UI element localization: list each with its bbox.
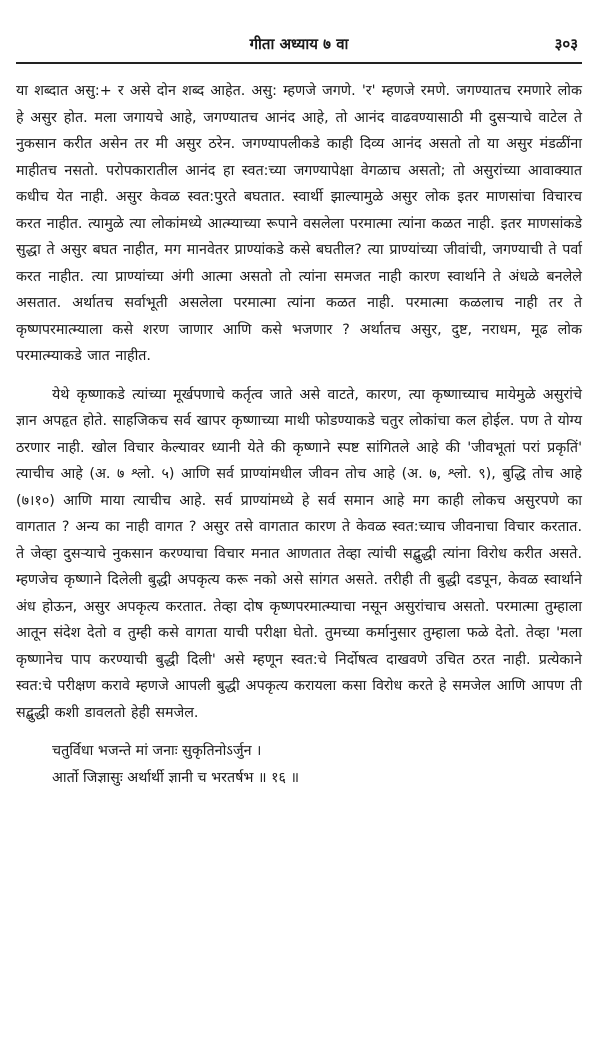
paragraph-asur-meaning: या शब्दात असु:+ र असे दोन शब्द आहेत. असु: म्हणजे जगणे. 'र' म्हणजे रमणे. जगण्यातच रमणारे लोक हे असुर होत. मला जगायचे आहे, जगण्यातच आनंद आहे, तो आनंद वाढवण्यासाठी मी दुसऱ्याचे वाटेल ते नुकसान करीत असेन तर मी असुर ठरेन. जगण्यापलीकडे काही दिव्य आनंद असतो तो या असुर मंडळींना माहीतच नसतो. परोपकारातील आनंद हा स्वत:च्या जगण्यापेक्षा वेगळाच असतो; तो असुरांच्या आवाक्यात कधीच येत नाही. असुर केवळ स्वत:पुरते बघतात. स्वार्थी झाल्यामुळे असुर लोक इतर माणसांचा विचारच करत नाहीत. त्यामुळे त्या लोकांमध्ये आत्म्याच्या रूपाने वसलेला परमात्मा त्यांना कळत नाही. इतर माणसांकडे सुद्धा ते असुर बघत नाहीत, मग मानवेतर प्राण्यांकडे कसे बघतील? त्या प्राण्यांच्या जीवांची, जगण्याची ते पर्वा करत नाहीत. त्या प्राण्यांच्या अंगी आत्मा असतो तो त्यांना समजत नाही कारण स्वार्थाने ते अंधळे बनलेले असतात. अर्थातच सर्वाभूती असलेला परमात्मा त्यांना कळत नाही. परमात्मा कळलाच नाही तर ते कृष्णपरमात्म्याला कसे शरण जाणार आणि कसे भजणार ? अर्थातच असुर, दुष्ट, नराधम, मूढ लोक परमात्म्याकडे जात नाहीत. (16, 83, 582, 364)
verse-line-1: चतुर्विधा भजन्ते मां जनाः सुकृतिनोऽर्जुन । (52, 743, 262, 759)
running-header (16, 34, 582, 64)
page-number: ३०३ (554, 35, 578, 53)
chapter-title: गीता अध्याय ७ वा (249, 35, 349, 53)
sanskrit-verse (16, 738, 582, 792)
verse-line-2: आर्तो जिज्ञासुः अर्थार्थी ज्ञानी च भरतर्षभ ॥ १६ ॥ (52, 770, 300, 786)
paragraph-krishna-responsibility: येथे कृष्णाकडे त्यांच्या मूर्खपणाचे कर्तृत्व जाते असे वाटते, कारण, त्या कृष्णाच्याच मायेमुळे असुरांचे ज्ञान अपहृत होते. साहजिकच सर्व खापर कृष्णाच्या माथी फोडण्याकडे चतुर लोकांचा कल होईल. पण ते योग्य ठरणार नाही. खोल विचार केल्यावर ध्यानी येते की कृष्णाने स्पष्ट सांगितले आहे की 'जीवभूतां परां प्रकृतिं' त्याचीच आहे (अ. ७ श्लो. ५) आणि सर्व प्राण्यांमधील जीवन तोच आहे (अ. ७, श्लो. ९), बुद्धि तोच आहे (७।१०) आणि माया त्याचीच आहे. सर्व प्राण्यांमध्ये हे सर्व समान आहे मग काही लोकच असुरपणे का वागतात ? अन्य का नाही वागत ? असुर तसे वागतात कारण ते केवळ स्वत:च्याच जीवनाचा विचार करतात. ते जेव्हा दुसऱ्याचे नुकसान करण्याचा विचार मनात आणतात तेव्हा त्यांची सद्बुद्धी त्यांना विरोध करीत असते. म्हणजेच कृष्णाने दिलेली बुद्धी अपकृत्य करू नको असे सांगत असते. तरीही ती बुद्धी दडपून, केवळ स्वार्थाने अंध होऊन, असुर अपकृत्य करतात. तेव्हा दोष कृष्णपरमात्म्याचा नसून असुरांचाच असतो. परमात्मा तुम्हाला आतून संदेश देतो व तुम्ही कसे वागता याची परीक्षा घेतो. तुमच्या कर्मानुसार तुम्हाला फळे देतो. तेव्हा 'मला कृष्णानेच पाप करण्याची बुद्धी दिली' असे म्हणून स्वत:चे निर्दोषत्व दाखवणे उचित ठरत नाही. प्रत्येकाने स्वत:चे परीक्षण करावे म्हणजे आपली बुद्धी अपकृत्य करायला कसा विरोध करते हे समजेल आणि आपण ती सद्बुद्धी कशी डावलतो हेही समजेल. (16, 386, 582, 721)
